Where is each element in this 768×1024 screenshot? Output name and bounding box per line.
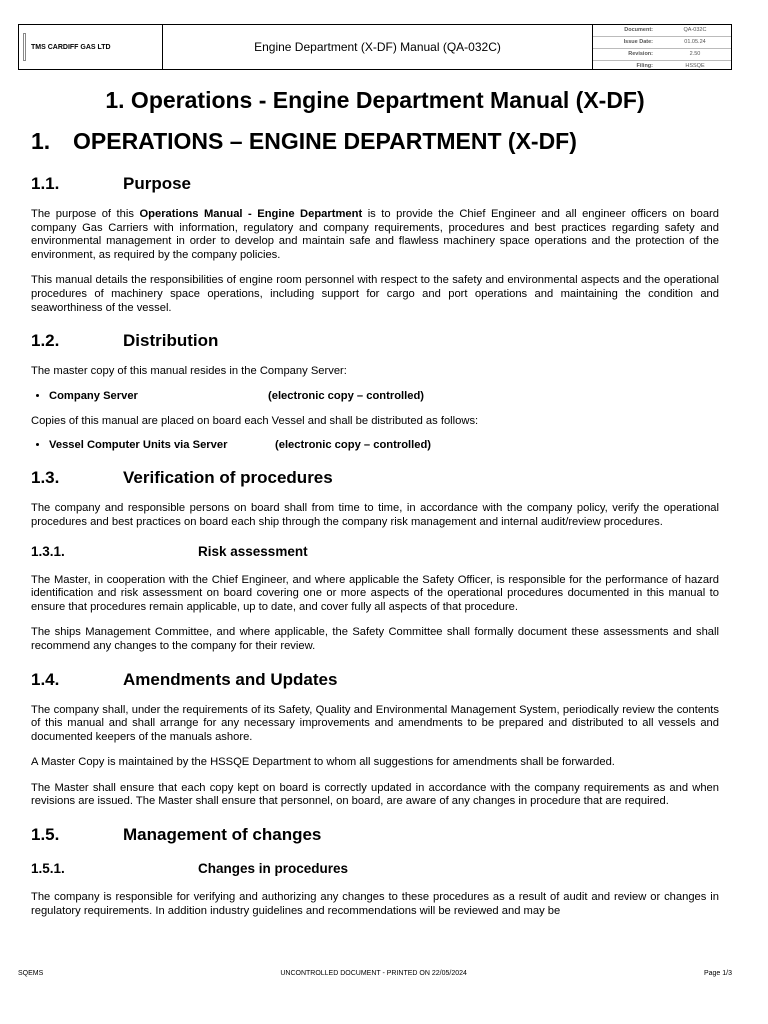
- meta-key: Revision:: [628, 51, 653, 57]
- page-title: 1. Operations - Engine Department Manual (X-DF): [105, 87, 645, 113]
- paragraph: [31, 208, 719, 262]
- document-body: [31, 82, 719, 918]
- subsection-heading-distribution: [31, 329, 719, 353]
- paragraph-text: is to provide the Chief Engineer and all engineer officers on board company Gas Carriers with information, regulatory and company requirements, procedures and best practices regarding safety and environmental management in order to develop and maintain safe and flawless machinery space operations and the protection of the environment, as required by the company policies.: [31, 208, 720, 261]
- footer-system: SQEMS: [18, 970, 44, 977]
- subsection-heading-purpose: [31, 172, 719, 196]
- paragraph: The company and responsible persons on board shall from time to time, in accordance with the company policy, verify the operational procedures and best practices on board each ship through the company risk management and internal audit/review procedures.: [31, 502, 719, 528]
- paragraph: A Master Copy is maintained by the HSSQE Department to whom all suggestions for amendments shall be forwarded.: [31, 756, 615, 769]
- paragraph-text: The purpose of this: [31, 208, 140, 220]
- subsection-title: Amendments and Updates: [123, 669, 338, 689]
- subsection-number: 1.5.: [31, 825, 60, 845]
- distribution-list: [31, 389, 719, 403]
- list-item: [49, 389, 719, 403]
- paragraph: Copies of this manual are placed on board each Vessel and shall be distributed as follows:: [31, 414, 479, 427]
- meta-row-revision: [593, 49, 731, 61]
- subsection-title: Verification of procedures: [123, 468, 333, 488]
- header-title: Engine Department (X-DF) Manual (QA-032C): [163, 25, 593, 69]
- company-logo-icon: [23, 33, 26, 61]
- document-footer: [18, 970, 732, 977]
- list-item-label: Company Server: [49, 389, 138, 402]
- subsubsection-heading-risk-assessment: [31, 542, 719, 562]
- document-header: [18, 24, 732, 70]
- company-cell: [19, 25, 163, 69]
- distribution-list: [31, 438, 719, 452]
- subsubsection-title: Changes in procedures: [198, 861, 349, 877]
- subsection-heading-amendments: [31, 668, 719, 692]
- list-item-label: Vessel Computer Units via Server: [49, 439, 228, 452]
- meta-row-filing: [593, 61, 731, 72]
- subsubsection-heading-changes-in-procedures: [31, 859, 719, 879]
- subsubsection-number: 1.3.1.: [31, 543, 65, 559]
- footer-notice: UNCONTROLLED DOCUMENT - PRINTED ON 22/05/2024: [280, 970, 467, 977]
- subsection-heading-management-of-changes: [31, 823, 719, 847]
- meta-key: Filing:: [636, 63, 653, 69]
- list-item: [49, 438, 719, 452]
- meta-value: 2.50: [689, 51, 701, 57]
- meta-key: Document:: [624, 27, 653, 33]
- list-item-note: (electronic copy – controlled): [268, 389, 425, 402]
- subsection-number: 1.1.: [31, 174, 60, 193]
- subsection-title: Distribution: [123, 331, 219, 351]
- meta-key: Issue Date:: [623, 39, 653, 45]
- subsubsection-number: 1.5.1.: [31, 861, 65, 877]
- paragraph: The Master shall ensure that each copy kept on board is correctly updated in accordance with the company requirements as and when revisions are issued. The Master shall ensure that personnel, on board, are aware of any changes in procedure that are required.: [31, 781, 719, 808]
- subsection-title: Management of changes: [123, 825, 322, 845]
- section-title: OPERATIONS – ENGINE DEPARTMENT (X-DF): [73, 128, 577, 154]
- paragraph: The ships Management Committee, and where applicable, the Safety Committee shall formally document these assessments and shall recommend any changes to the company for their review.: [31, 626, 719, 652]
- list-item-note: (electronic copy – controlled): [275, 439, 432, 452]
- meta-value: HSSQE: [685, 63, 705, 69]
- paragraph: The master copy of this manual resides in the Company Server:: [31, 365, 347, 378]
- meta-value: QA-032C: [683, 27, 707, 33]
- company-name: TMS CARDIFF GAS LTD: [31, 43, 111, 51]
- paragraph: The Master, in cooperation with the Chief Engineer, and where applicable the Safety Officer, is responsible for the performance of hazard identification and risk assessment on board covering one or more aspects of the operational procedures documented in this manual to ensure that procedures remain applicable, up to date, and cover fully all aspects of that procedure.: [31, 573, 719, 613]
- meta-row-issue-date: [593, 37, 731, 49]
- subsection-title: Purpose: [123, 174, 192, 193]
- subsubsection-title: Risk assessment: [198, 543, 308, 559]
- subsection-number: 1.2.: [31, 331, 60, 351]
- subsection-number: 1.4.: [31, 669, 60, 689]
- subsection-number: 1.3.: [31, 468, 60, 488]
- manual-name-emphasis: Operations Manual - Engine Department: [139, 208, 363, 220]
- page-number: Page 1/3: [703, 970, 732, 977]
- meta-row-document: [593, 25, 731, 37]
- paragraph: This manual details the responsibilities of engine room personnel with respect to the safety and environmental aspects and the operational procedures of machinery space operations, including support for cargo and port operations and maintaining the condition and seaworthiness of the vessel.: [31, 274, 719, 314]
- paragraph: The company shall, under the requirements of its Safety, Quality and Environmental Management System, periodically review the contents of this manual and shall arrange for any necessary improvements and amendments to be prepared and distributed to all vessels and documented keepers of the manuals ashore.: [31, 703, 719, 743]
- paragraph: The company is responsible for verifying and authorizing any changes to these procedures as a result of audit and review or changes in regulatory requirements. In addition industry guidelines and recommendations will be reviewed and may be: [31, 891, 719, 917]
- document-meta-table: [593, 25, 731, 69]
- subsection-heading-verification: [31, 466, 719, 490]
- section-heading: [31, 124, 719, 158]
- section-number: 1.: [31, 128, 51, 154]
- meta-value: 01.05.24: [684, 39, 706, 45]
